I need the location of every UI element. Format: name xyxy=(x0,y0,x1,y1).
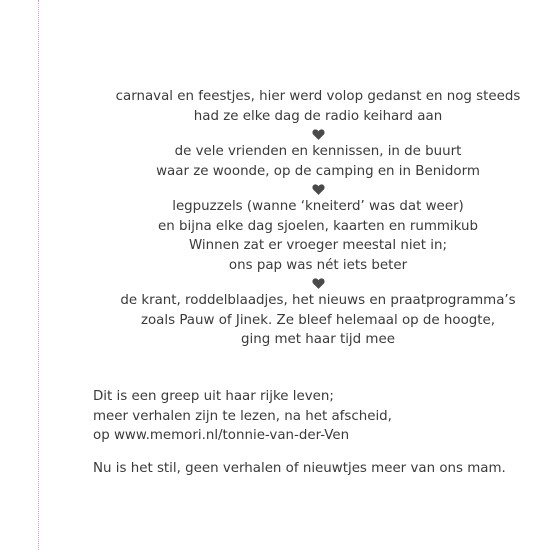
section-games xyxy=(60,197,550,275)
closing-paragraph xyxy=(93,387,533,446)
section-carnival xyxy=(60,87,550,126)
final-sentence xyxy=(93,459,533,479)
section-line: ging met haar tijd mee xyxy=(241,332,395,347)
section-line: Winnen zat er vroeger meestal niet in; xyxy=(188,238,448,253)
section-line: en bijna elke dag sjoelen, kaarten en rummikub xyxy=(158,218,478,234)
section-line: de krant, roddelblaadjes, het nieuws en praatprogramma’s xyxy=(120,293,516,308)
closing-line: Dit is een greep uit haar rijke leven; xyxy=(93,389,334,404)
closing-line-url: op www.memori.nl/tonnie-van-der-Ven xyxy=(93,428,350,443)
section-friends xyxy=(60,142,550,181)
section-line: legpuzzels (wanne ‘kneiterd’ was dat weer) xyxy=(172,199,464,214)
closing-line: meer verhalen zijn te lezen, na het afscheid, xyxy=(93,408,392,424)
heart-icon xyxy=(312,128,325,141)
heart-icon xyxy=(312,183,325,196)
section-news xyxy=(60,291,550,350)
section-line: de vele vrienden en kennissen, in de buurt xyxy=(174,144,462,159)
fold-line xyxy=(38,0,39,550)
section-line: had ze elke dag de radio keihard aan xyxy=(193,108,443,124)
heart-icon xyxy=(312,277,325,290)
poem-body xyxy=(60,87,550,350)
section-line: waar ze woonde, op de camping en in Benidorm xyxy=(156,163,480,179)
final-line: Nu is het stil, geen verhalen of nieuwtjes meer van ons mam. xyxy=(93,461,506,476)
section-line: carnaval en feestjes, hier werd volop gedanst en nog steeds xyxy=(115,89,521,104)
section-line: ons pap was nét iets beter xyxy=(228,257,408,273)
section-line: zoals Pauw of Jinek. Ze bleef helemaal op de hoogte, xyxy=(140,312,496,328)
